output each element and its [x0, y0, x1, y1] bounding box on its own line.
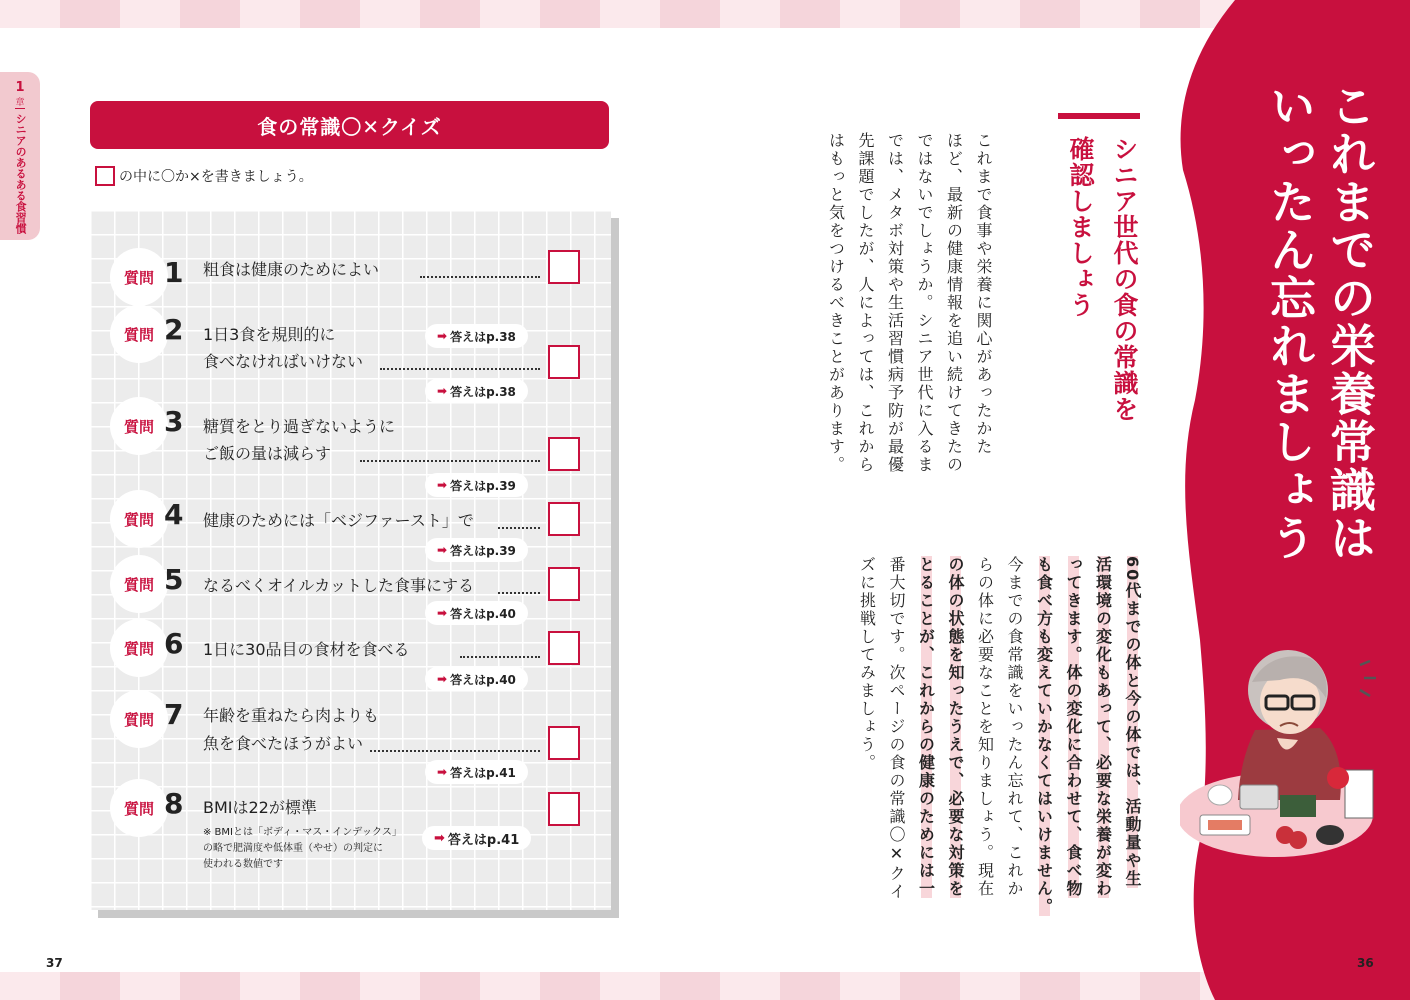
body-line: [1118, 556, 1148, 916]
body-line: [941, 556, 971, 916]
body-line: [1088, 556, 1118, 916]
quiz-title: 食の常識〇✕クイズ: [90, 101, 609, 149]
body-line: ズに挑戦してみましょう。: [857, 556, 877, 772]
answer-ref: [422, 826, 531, 850]
question-line: 年齢を重ねたら肉よりも: [203, 706, 380, 725]
answer-ref-text: 答えはp.41: [450, 765, 516, 780]
question-number: 5: [164, 563, 184, 596]
leader-dots: [370, 750, 540, 752]
body-line: ではないでしょうか。シニア世代に入るま: [915, 132, 934, 474]
question-line: 食べなければいけない: [203, 352, 364, 371]
question-line: 魚を食べたほうがよい: [203, 734, 364, 753]
question-number: 3: [164, 405, 184, 438]
leader-dots: [498, 592, 540, 594]
arrow-right-icon: ➡: [437, 543, 448, 557]
answer-box[interactable]: [548, 250, 580, 284]
body-line: 番大切です。次ページの食の常識〇✕クイ: [887, 556, 906, 901]
answer-ref-text: 答えはp.38: [450, 329, 516, 344]
question-label: 質問: [123, 417, 154, 436]
bmi-note: [203, 825, 433, 873]
answer-ref-text: 答えはp.41: [447, 832, 520, 848]
highlight-text: ってきます。体の変化に合わせて、食べ物: [1064, 556, 1083, 898]
highlight-text: とることが、これからの健康のためには一: [916, 556, 936, 898]
answer-ref-text: 答えはp.39: [450, 543, 516, 558]
body-line: らの体に必要なことを知りましょう。現在: [975, 556, 995, 898]
question-line: 1日3食を規則的に: [203, 325, 336, 344]
question-label: 質問: [123, 799, 154, 818]
answer-box[interactable]: [548, 567, 580, 601]
question-line: 粗食は健康のためによい: [203, 260, 380, 279]
question-number: 6: [164, 627, 184, 660]
question-line: 1日に30品目の食材を食べる: [203, 640, 410, 659]
page-number-left: 37: [46, 956, 63, 970]
question-label: 質問: [123, 575, 154, 594]
leader-dots: [360, 460, 540, 462]
body-line: 先課題でしたが、人によっては、これから: [856, 132, 875, 474]
question-line: BMIは22が標準: [203, 798, 317, 817]
body-line: ほど、最新の健康情報を追い続けてきたの: [944, 132, 964, 474]
leader-dots: [498, 527, 540, 529]
quiz-instruction: [95, 166, 313, 186]
question-badge: [110, 690, 168, 748]
arrow-right-icon: ➡: [437, 672, 448, 686]
page-number-right: 36: [1357, 956, 1374, 970]
question-badge: [110, 490, 168, 548]
body-paragraph-2: [852, 556, 1147, 916]
question-line: 糖質をとり過ぎないように: [203, 417, 396, 436]
body-paragraph-1: [821, 132, 998, 474]
leader-dots: [380, 368, 540, 370]
question-label: 質問: [123, 710, 154, 729]
answer-ref: [425, 667, 528, 691]
question-number: 4: [164, 498, 184, 531]
arrow-right-icon: ➡: [437, 606, 448, 620]
title-line: これまでの栄養常識は: [1323, 82, 1377, 562]
subheading-line: 確認しましょう: [1066, 136, 1095, 318]
answer-box[interactable]: [548, 345, 580, 379]
leader-dots: [460, 656, 540, 658]
answer-ref: [425, 601, 528, 625]
main-title: [1260, 82, 1380, 562]
question-label: 質問: [123, 268, 154, 287]
subheading-line: シニア世代の食の常識を: [1110, 136, 1139, 422]
highlight-text: 代までの体と今の体では、活動量や生: [1123, 582, 1142, 889]
instruction-text: の中に〇か×を書きましょう。: [119, 169, 313, 185]
question-badge: [110, 305, 168, 363]
question-label: 質問: [123, 639, 154, 658]
body-line: [911, 556, 941, 916]
highlight-text: 活環境の変化もあって、必要な栄養が変わ: [1093, 556, 1113, 898]
answer-ref: [425, 760, 528, 784]
answer-ref: [425, 538, 528, 562]
chapter-number: 1: [15, 80, 25, 95]
subheading: [1058, 136, 1146, 422]
question-line: なるべくオイルカットした食事にする: [203, 576, 475, 595]
body-line: これまで食事や栄養に関心があったかた: [974, 132, 993, 456]
arrow-right-icon: ➡: [437, 384, 448, 398]
body-line: では、メタボ対策や生活習慣病予防が最優: [885, 132, 905, 474]
arrow-right-icon: ➡: [437, 329, 448, 343]
leader-dots: [420, 276, 540, 278]
question-number: 1: [164, 256, 184, 289]
body-line: [1059, 556, 1089, 916]
highlight-text: 60: [1123, 556, 1142, 583]
answer-ref: [425, 473, 528, 497]
highlight-text: も食べ方も変えていかなくてはいけません。: [1034, 556, 1054, 916]
title-line: いったん忘れましょう: [1263, 82, 1317, 562]
chapter-unit: 章: [15, 95, 24, 109]
question-number: 7: [164, 698, 184, 731]
question-badge: [110, 619, 168, 677]
body-line: [1029, 556, 1059, 916]
note-line: ※ BMIとは「ボディ・マス・インデックス」: [203, 827, 402, 838]
answer-ref-text: 答えはp.39: [450, 478, 516, 493]
senior-woman-illustration: [1180, 610, 1410, 870]
quiz-panel: [90, 210, 611, 910]
arrow-right-icon: ➡: [434, 830, 445, 846]
note-line: 使われる数値です: [203, 859, 283, 870]
arrow-right-icon: ➡: [437, 765, 448, 779]
body-line: はもっと気をつけるべきことがあります。: [826, 132, 846, 474]
sample-checkbox-icon: [95, 166, 115, 186]
question-line: ご飯の量は減らす: [203, 444, 332, 463]
question-label: 質問: [123, 510, 154, 529]
answer-box[interactable]: [548, 502, 580, 536]
question-badge: [110, 779, 168, 837]
answer-ref-text: 答えはp.40: [450, 606, 516, 621]
answer-box[interactable]: [548, 726, 580, 760]
question-badge: [110, 248, 168, 306]
highlight-text: の体の状態を知ったうえで、必要な対策を: [946, 556, 965, 898]
note-line: の略で肥満度や低体重（やせ）の判定に: [203, 843, 383, 854]
question-line: 健康のためには「ベジファースト」で: [203, 511, 474, 530]
question-number: 2: [164, 313, 184, 346]
chapter-tab: [0, 72, 40, 240]
answer-ref-text: 答えはp.40: [450, 672, 516, 687]
question-badge: [110, 397, 168, 455]
answer-box[interactable]: [548, 437, 580, 471]
answer-ref-text: 答えはp.38: [450, 384, 516, 399]
chapter-title: シニアのあるある食習慣: [14, 113, 28, 234]
answer-box[interactable]: [548, 792, 580, 826]
question-badge: [110, 555, 168, 613]
arrow-right-icon: ➡: [437, 478, 448, 492]
body-line: 今までの食常識をいったん忘れて、これか: [1005, 556, 1024, 898]
answer-ref: [425, 379, 528, 403]
question-label: 質問: [123, 325, 154, 344]
answer-ref: [425, 324, 528, 348]
subheading-rule: [1058, 113, 1140, 119]
question-number: 8: [164, 787, 184, 820]
answer-box[interactable]: [548, 631, 580, 665]
